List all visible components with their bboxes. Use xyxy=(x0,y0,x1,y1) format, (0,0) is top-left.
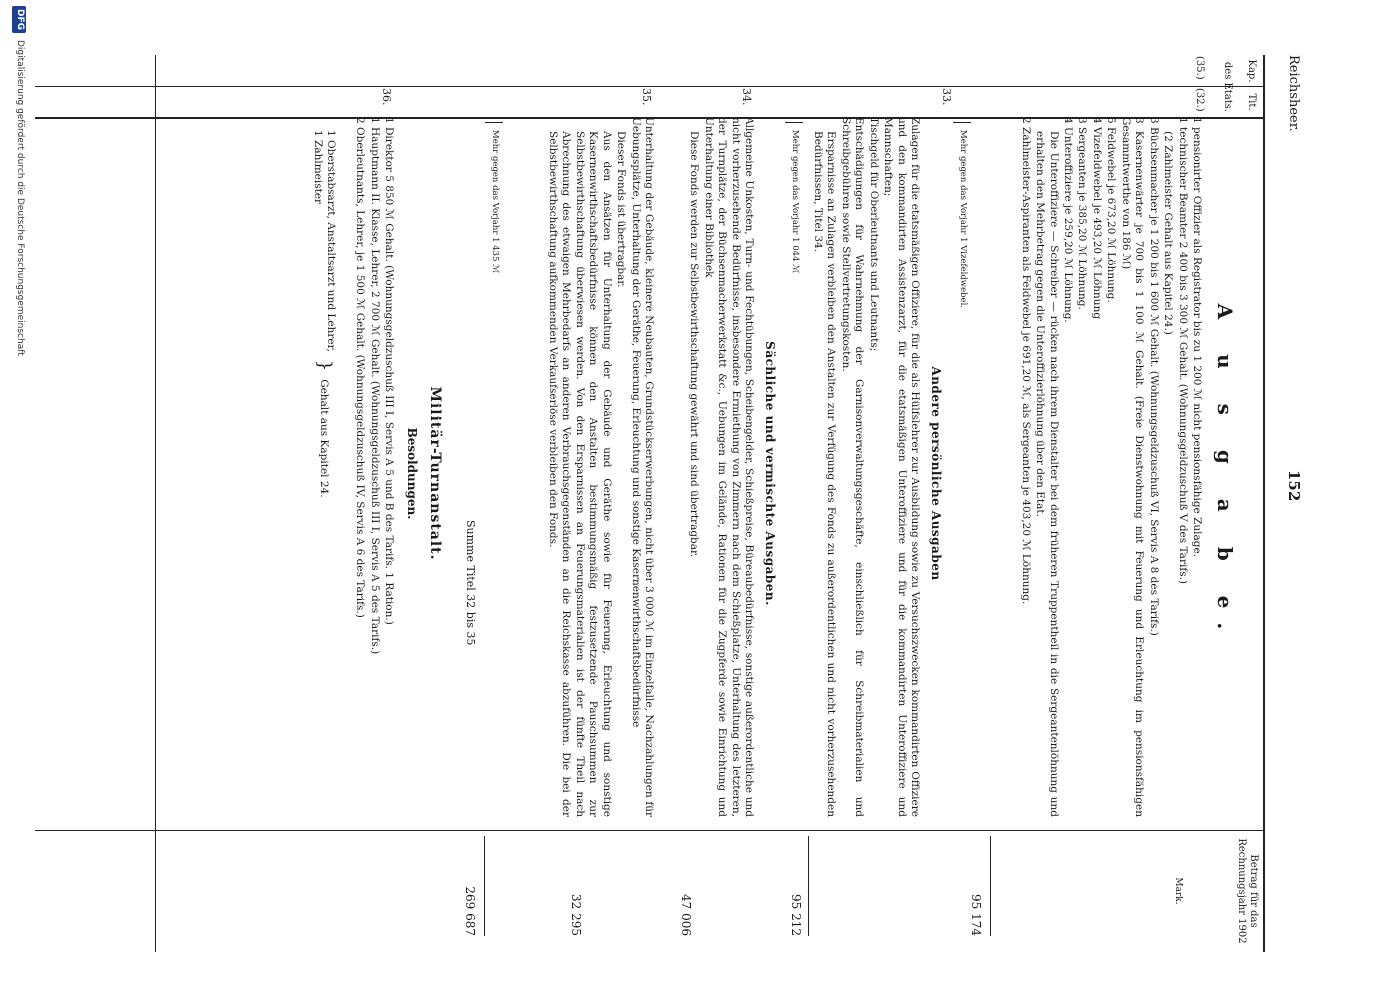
page-number: 152 xyxy=(1285,470,1303,502)
paragraph: Zulagen für die etatsmäßigen Offiziere, für die als Hülfslehrer zur Ausbildung sowie zu Versuchszwecken kommandirten Offiziere und den kommandirten Assistenzarzt, für die etatsmäßigen Unteroffiziere und für die kommandirten Unteroffiziere und Mannschaften; xyxy=(882,117,921,817)
kap-mark-32: (32.) xyxy=(1194,88,1205,112)
paragraph: Tischgeld für Oberleutnants und Leutnants; xyxy=(867,117,880,352)
note-bar xyxy=(485,122,503,123)
note-35: Mehr gegen das Vorjahr 1 435 ℳ xyxy=(490,130,500,274)
section-34b-text xyxy=(686,117,755,817)
amount-269687: 269 687 xyxy=(463,886,477,936)
tit-header: Tit. xyxy=(1246,93,1257,111)
tit-35: 35. xyxy=(640,88,653,106)
amount-95212: 95 212 xyxy=(789,894,803,936)
amount-rule xyxy=(990,836,991,936)
amount-rule xyxy=(808,836,809,936)
note-bar xyxy=(953,122,971,123)
kap-mark-35: (35.) xyxy=(1194,56,1205,80)
note-bar xyxy=(785,122,803,123)
brace-glyph: } xyxy=(313,359,335,372)
amount-32295: 32 295 xyxy=(569,894,583,936)
section-34a-text xyxy=(810,117,922,817)
amount-95174: 95 174 xyxy=(969,894,983,936)
item-line: 3 Kasernenwärter je 700 bis 1 100 ℳ Gehalt. (Freie Dienstwohnung mit Feuerung und Erleuchtung im pensionsfähigen Gesammtwerthe von 186 ℳ) xyxy=(1119,117,1146,817)
brace-items xyxy=(310,130,337,352)
section-33-items xyxy=(1017,117,1203,817)
summe-label: Summe Titel 32 bis 35 xyxy=(464,520,477,646)
note-33: Mehr gegen das Vorjahr 1 Vizefeldwebel. xyxy=(958,130,968,309)
brace-text: Gehalt aus Kapitel 24. xyxy=(318,379,331,498)
andere-heading: Andere persönliche Ausgaben xyxy=(929,366,943,581)
note-34a: Mehr gegen das Vorjahr 1 044 ℳ xyxy=(790,130,800,274)
item-line: 4 Vizefeldwebel je 493,20 ℳ Löhnung xyxy=(1090,117,1103,320)
brace-item: 1 Zahlmeister xyxy=(311,130,324,205)
mark-header: Mark. xyxy=(1173,877,1183,905)
paragraph: Unterhaltung der Gebäude, kleinere Neubauten, Grundstückserwerbungen, nicht über 3 000 ℳ im Einzelfalle, Nachzahlungen für Uebungsplätze, Unterhaltung der Geräthe, Feuerung, Erleuchtung und sonstige Kasernenwirthschaftsbedürfnisse xyxy=(629,117,655,817)
paragraph: Ersparnisse an Zulagen verbleiben den Anstalten zur Verfügung des Fonds zu außerordentlichen und nicht vorherzusehenden Bedürfnissen, Titel 34. xyxy=(811,131,838,817)
tit-36: 36. xyxy=(380,88,393,106)
paragraph: Aus den Ansätzen für Unterhaltung der Gebäude und Geräthe sowie für Feuerung, Erleuchtung und sonstige Kasernenwirthschaftsbedürfnisse können den Anstalten bestimmungsmäßig festzusetzende Pauschsummen zur Selbstbewirthschaftung überwiesen werden. Von den Ersparnissen an Feuerungsmaterialien ist der fünfte Theil nach Abrechnung des etwaigen Mehrbedarfs an anderen Verbrauchsgegenständen an die Reichskasse abzuführen. Die bei der Selbstbewirthschaftung aufkommenden Verkaufserlöse verbleiben den Fonds. xyxy=(546,131,613,817)
amount-column-rule xyxy=(35,830,1265,831)
item-line: 3 Sergeanten je 385,20 ℳ Löhnung. xyxy=(1076,117,1089,310)
amount-47006: 47 006 xyxy=(679,894,693,936)
paragraph: Dieser Fonds ist übertragbar. xyxy=(615,131,628,288)
item-line: Die Unteroffiziere — Schreiber — rücken nach ihrem Dienstalter bei dem früheren Truppentheil in die Sergeantenlöhnung und erhalten den Mehrbetrag gegen die Unteroffizierlöhnung über den Etat. xyxy=(1034,131,1060,817)
table-top-rule xyxy=(1263,55,1265,952)
brace-group xyxy=(310,130,337,498)
item-line: 4 Unteroffiziere je 259,20 ℳ Löhnung. xyxy=(1062,117,1075,323)
item-line: 1 technischer Beamter 2 400 bis 3 300 ℳ Gehalt. (Wohnungsgeldzuschuß V des Tarifs.) xyxy=(1176,117,1189,585)
footer-text: Digitalisierung gefördert durch die Deutsche Forschungsgemeinschaft xyxy=(15,40,25,356)
item-line: 1 Hauptmann II. Klasse, Lehrer, 2 700 ℳ Gehalt. (Wohnungsgeldzuschuß III I, Servis A 5 des Tarifs.) xyxy=(368,117,381,655)
running-head: Reichsheer. xyxy=(1286,55,1301,132)
saechliche-heading: Sächliche und vermischte Ausgaben. xyxy=(763,341,777,606)
ausgabe-heading: A u s g a b e. xyxy=(1213,303,1237,644)
tit-33: 33. xyxy=(940,88,953,106)
section-36-items xyxy=(352,117,395,817)
paragraph: Diese Fonds werden zur Selbstbewirthschaftung gewährt und sind übertragbar. xyxy=(688,131,701,558)
dfg-logo: DFG xyxy=(12,6,26,33)
mil-heading: Militär-Turnanstalt. xyxy=(427,386,443,561)
table-header-bottom-rule xyxy=(155,55,156,952)
item-line: 2 Oberleutnants, Lehrer, je 1 500 ℳ Gehalt. (Wohnungsgeldzuschuß IV, Servis A 6 des Tarifs.) xyxy=(354,117,367,618)
brace-item: 1 Oberstabsarzt, Anstaltsarzt und Lehrer, xyxy=(325,130,337,352)
etat-header: des Etats. xyxy=(1222,61,1233,113)
kap-tit-divider xyxy=(35,86,1265,87)
footer-strip xyxy=(6,0,28,1000)
paragraph: Allgemeine Unkosten, Turn- und Fechtübungen, Scheibengelder, Schießpreise, Büreaubedürfnisse, sonstige außerordentliche und nicht vorherzusehende Bedürfnisse, insbesondere Ermiethung von Zimmern nach dem Schießplatze, Unterhaltung des letzteren, der Turnplätze, der Büchsenmacherwerkstatt &c., Uebungen im Gelände, Rationen für die Zugpferde sowie Einrichtung und Unterhaltung einer Bibliothek xyxy=(702,117,755,817)
tit-34: 34. xyxy=(740,88,753,106)
besoldungen-heading: Besoldungen. xyxy=(405,427,419,520)
item-line: 2 Zahlmeister-Aspiranten als Feldwebel je 691,20 ℳ, als Sergeanten je 403,20 ℳ Löhnung. xyxy=(1019,117,1032,605)
item-line: (2 Zahlmeister Gehalt aus Kapitel 24.) xyxy=(1162,131,1175,335)
item-line: 5 Feldwebel je 673,20 ℳ Löhnung. xyxy=(1105,117,1118,303)
paragraph: Entschädigungen für Wahrnehmung der Garnisonverwaltungsgeschäfte, einschließlich für Schreibmaterialien und Schreibgebühren sowie Stellvertretungskosten. xyxy=(839,117,866,817)
betrag-header: Betrag für das Rechnungsjahr 1902 xyxy=(1236,838,1259,944)
kap-header: Kap. xyxy=(1246,59,1257,83)
summe-rule xyxy=(484,836,485,936)
section-35-text xyxy=(545,117,656,817)
item-line: 1 Direktor 5 850 ℳ Gehalt. (Wohnungsgeldzuschuß III I, Servis A 5 und B des Tarifs. 1 Ration.) xyxy=(383,117,395,625)
item-line: 1 pensionirter Offizier als Registrator bis zu 1 200 ℳ nicht pensionsfähige Zulage. xyxy=(1191,117,1203,558)
item-line: 3 Büchsenmacher je 1 200 bis 1 600 ℳ Gehalt. (Wohnungsgeldzuschuß VI, Servis A 8 des Tarifs.) xyxy=(1147,117,1160,636)
